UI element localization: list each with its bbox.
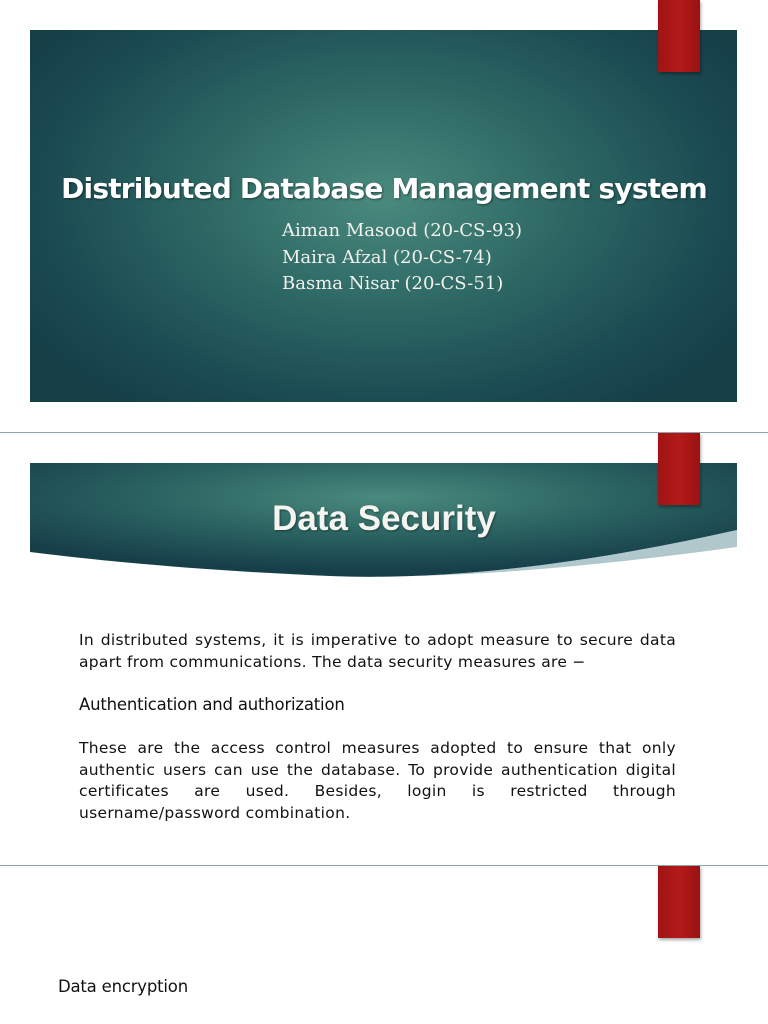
title-slide bbox=[0, 0, 768, 432]
title-panel-background bbox=[30, 30, 737, 402]
data-security-slide bbox=[0, 433, 768, 865]
data-encryption-slide bbox=[0, 866, 768, 1024]
red-bookmark-decoration bbox=[658, 433, 700, 505]
slide-title: Data Security bbox=[272, 499, 496, 538]
author-name: Basma Nisar (20-CS-51) bbox=[282, 273, 504, 294]
red-bookmark-decoration bbox=[658, 0, 700, 72]
presentation-title: Distributed Database Management system bbox=[61, 172, 707, 205]
section-paragraph: These are the access control measures adopted to ensure that only authentic users can use the database. To provide authentication digital certificates are used. Besides, login is restricted through username/password combination. bbox=[79, 739, 676, 822]
author-list bbox=[282, 218, 522, 298]
section-heading: Authentication and authorization bbox=[79, 695, 345, 714]
author-name: Aiman Masood (20-CS-93) bbox=[282, 220, 522, 241]
section-heading: Data encryption bbox=[58, 977, 188, 996]
intro-paragraph: In distributed systems, it is imperative to adopt measure to secure data apart from communications. The data security measures are − bbox=[79, 631, 676, 671]
red-bookmark-decoration bbox=[658, 866, 700, 938]
author-name: Maira Afzal (20-CS-74) bbox=[282, 246, 492, 268]
